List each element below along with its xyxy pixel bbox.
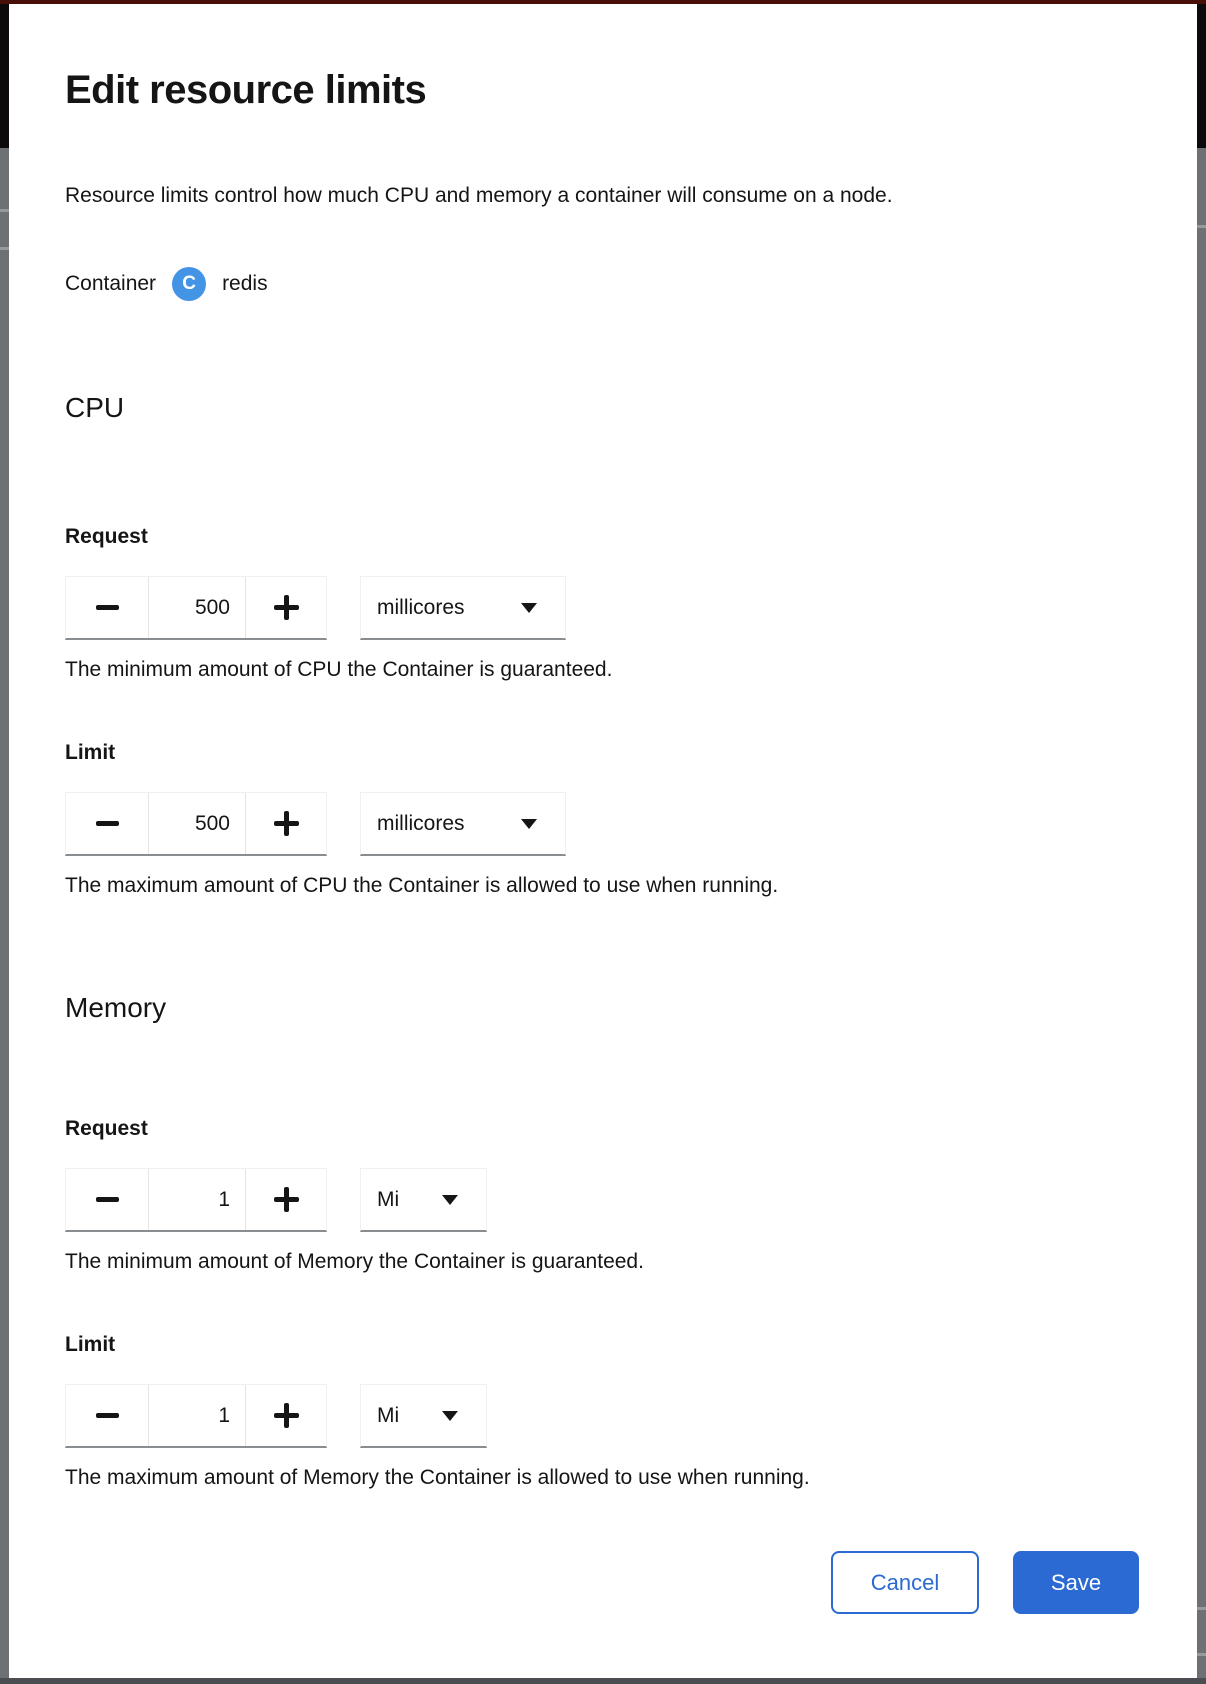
- cpu-request-label: Request: [65, 525, 148, 548]
- cpu-limit-decrement-button[interactable]: [66, 793, 148, 854]
- cpu-request-unit-value: millicores: [377, 595, 465, 619]
- backdrop-line: [1197, 1653, 1206, 1656]
- container-label: Container: [65, 272, 157, 295]
- caret-down-icon: [521, 819, 537, 829]
- cpu-limit-unit-select[interactable]: [360, 792, 566, 856]
- memory-request-stepper: [65, 1168, 327, 1232]
- memory-request-unit-select[interactable]: [360, 1168, 487, 1232]
- memory-limit-stepper: [65, 1384, 327, 1448]
- cpu-limit-help-text: The maximum amount of CPU the Container is allowed to use when running.: [65, 874, 779, 897]
- cpu-request-value-input[interactable]: [149, 577, 245, 638]
- cpu-request-stepper: [65, 576, 327, 640]
- edit-resource-limits-modal: [9, 4, 1197, 1678]
- memory-limit-value-input[interactable]: [149, 1385, 245, 1446]
- section-heading-cpu: CPU: [65, 392, 125, 423]
- backdrop-line: [0, 247, 9, 250]
- memory-request-increment-button[interactable]: [246, 1169, 326, 1230]
- cpu-limit-label: Limit: [65, 741, 116, 764]
- minus-icon: [96, 821, 119, 826]
- cpu-request-unit-select[interactable]: [360, 576, 566, 640]
- caret-down-icon: [521, 603, 537, 613]
- cpu-limit-increment-button[interactable]: [246, 793, 326, 854]
- backdrop-left-edge: [0, 4, 9, 1678]
- cpu-request-field: [65, 524, 1145, 694]
- memory-limit-unit-value: Mi: [377, 1403, 400, 1427]
- section-heading-memory: Memory: [65, 992, 167, 1023]
- container-name: redis: [222, 272, 268, 295]
- memory-request-unit-value: Mi: [377, 1187, 400, 1211]
- memory-limit-field: [65, 1332, 1145, 1502]
- memory-request-decrement-button[interactable]: [66, 1169, 148, 1230]
- caret-down-icon: [442, 1411, 458, 1421]
- cpu-limit-unit-value: millicores: [377, 811, 465, 835]
- memory-request-value-input[interactable]: [149, 1169, 245, 1230]
- container-badge: C: [172, 267, 206, 301]
- memory-limit-help-text: The maximum amount of Memory the Container is allowed to use when running.: [65, 1466, 810, 1489]
- memory-request-help-text: The minimum amount of Memory the Container is guaranteed.: [65, 1250, 644, 1273]
- plus-icon: [274, 1187, 299, 1212]
- cpu-limit-value-input[interactable]: [149, 793, 245, 854]
- backdrop-bottom-strip: [0, 1678, 1206, 1684]
- memory-limit-decrement-button[interactable]: [66, 1385, 148, 1446]
- memory-limit-unit-select[interactable]: [360, 1384, 487, 1448]
- backdrop-line: [0, 209, 9, 212]
- memory-request-label: Request: [65, 1117, 148, 1140]
- backdrop-line: [1197, 1607, 1206, 1610]
- memory-limit-increment-button[interactable]: [246, 1385, 326, 1446]
- modal-description: Resource limits control how much CPU and memory a container will consume on a node.: [65, 184, 893, 207]
- memory-request-field: [65, 1116, 1145, 1286]
- backdrop-masthead-sliver: [0, 4, 9, 148]
- plus-icon: [274, 1403, 299, 1428]
- cpu-request-help-text: The minimum amount of CPU the Container is guaranteed.: [65, 658, 613, 681]
- cpu-limit-field: [65, 740, 1145, 910]
- backdrop-masthead-sliver: [1197, 4, 1206, 148]
- cpu-request-increment-button[interactable]: [246, 577, 326, 638]
- memory-limit-label: Limit: [65, 1333, 116, 1356]
- modal-footer: [831, 1551, 1139, 1614]
- container-row: [65, 264, 268, 304]
- cancel-button[interactable]: Cancel: [831, 1551, 979, 1614]
- cpu-request-decrement-button[interactable]: [66, 577, 148, 638]
- caret-down-icon: [442, 1195, 458, 1205]
- minus-icon: [96, 605, 119, 610]
- modal-title: Edit resource limits: [65, 68, 427, 112]
- minus-icon: [96, 1197, 119, 1202]
- save-button[interactable]: Save: [1013, 1551, 1139, 1614]
- backdrop-line: [1197, 225, 1206, 228]
- cpu-limit-stepper: [65, 792, 327, 856]
- minus-icon: [96, 1413, 119, 1418]
- backdrop-right-edge: [1197, 4, 1206, 1678]
- plus-icon: [274, 595, 299, 620]
- plus-icon: [274, 811, 299, 836]
